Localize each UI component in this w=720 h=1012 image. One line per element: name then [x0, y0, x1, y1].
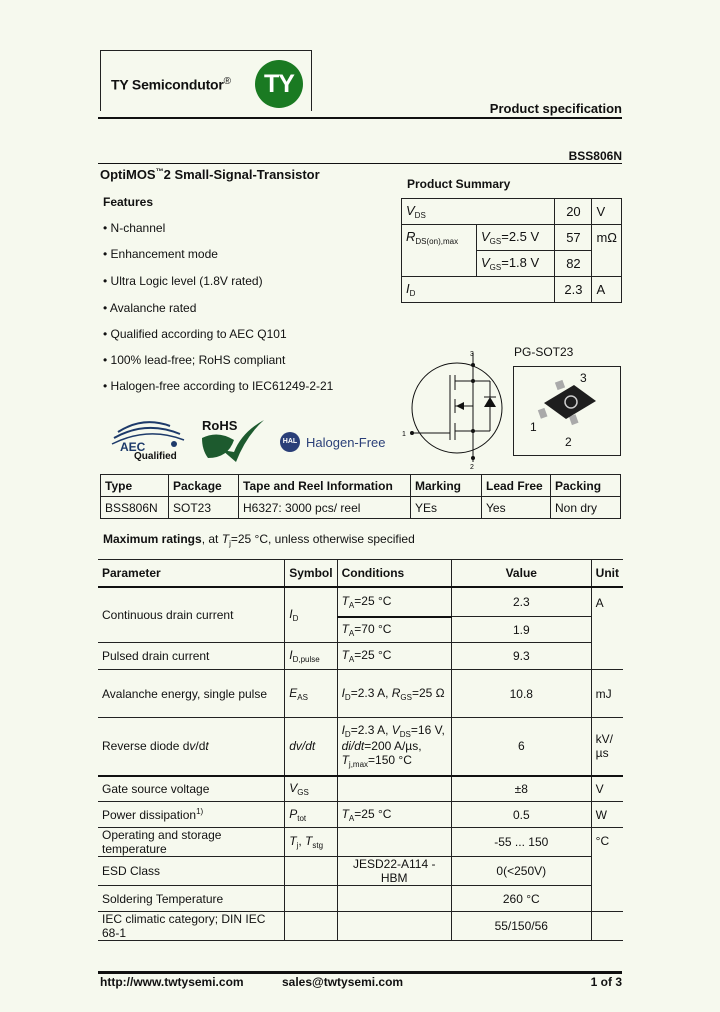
features-heading: Features	[103, 195, 154, 209]
text-fragment: j	[229, 539, 231, 548]
vds-unit: V	[592, 199, 622, 225]
cell-marking: YEs	[411, 497, 482, 519]
text-fragment: DS(on),max	[415, 237, 459, 246]
text-fragment: JESD22-A114 -HBM	[352, 857, 436, 885]
col-header-unit: Unit	[591, 560, 623, 587]
text-fragment: =25 °C, unless otherwise specified	[230, 532, 415, 546]
cell-symbol	[285, 886, 337, 912]
text-fragment: =1.8 V	[501, 255, 540, 270]
product-summary-table	[401, 198, 622, 303]
cell-value: -55 ... 150	[451, 828, 591, 857]
cell-symbol	[285, 857, 337, 886]
cell-type: BSS806N	[101, 497, 169, 519]
text-fragment: I	[341, 685, 345, 700]
text-fragment: I	[341, 723, 345, 738]
text-fragment: I	[406, 281, 410, 296]
cell-symbol	[285, 718, 337, 776]
table-row	[98, 776, 623, 802]
text-fragment: ,	[298, 834, 306, 848]
text-fragment: =2.3 A,	[350, 723, 392, 738]
text-fragment: T	[341, 621, 349, 636]
text-fragment: DS	[399, 730, 411, 740]
cell-conditions	[337, 776, 451, 802]
text-fragment: T	[341, 648, 349, 662]
col-header-parameter: Parameter	[98, 560, 285, 587]
cell-value: 260 °C	[451, 886, 591, 912]
rds-unit: mΩ	[592, 225, 622, 277]
rohs-text: RoHS	[202, 418, 238, 433]
id-symbol	[402, 277, 555, 303]
text-fragment: V	[481, 229, 490, 244]
cell-parameter	[98, 857, 285, 886]
text-fragment: R	[391, 685, 401, 700]
cell-conditions	[337, 670, 451, 718]
text-fragment: =25 °C	[354, 593, 392, 608]
text-fragment: T	[221, 532, 230, 546]
page-title: OptiMOS™2 Small-Signal-Transistor	[100, 167, 320, 182]
hal-logo: HAL	[280, 432, 300, 452]
part-number: BSS806N	[568, 149, 622, 163]
cell-value: 0(<250V)	[451, 857, 591, 886]
cell-symbol	[285, 802, 337, 828]
text-fragment: T	[341, 753, 349, 768]
cell-conditions	[337, 828, 451, 857]
cell-parameter	[98, 587, 285, 643]
text-fragment: AS	[297, 692, 308, 702]
text-fragment: V	[406, 203, 415, 218]
feature-item: • Avalanche rated	[103, 301, 197, 315]
cell-parameter	[98, 886, 285, 912]
text-fragment: I	[289, 648, 293, 662]
cell-symbol	[285, 670, 337, 718]
max-ratings-caption	[103, 532, 415, 548]
aec-sub-text: Qualified	[134, 451, 177, 462]
cell-value: 6	[451, 718, 591, 776]
cell-value: 10.8	[451, 670, 591, 718]
cell-conditions	[337, 886, 451, 912]
cell-parameter	[98, 912, 285, 941]
col-header-conditions: Conditions	[337, 560, 451, 587]
text-fragment: t	[205, 739, 209, 754]
text-fragment: A	[348, 813, 355, 823]
package-pin3: 3	[580, 371, 587, 385]
text-fragment: Operating and storage temperature	[102, 828, 222, 856]
company-logo-mark: TY	[255, 60, 303, 108]
company-logo-box	[100, 50, 312, 111]
cell-conditions	[337, 857, 451, 886]
text-fragment: dv/dt	[289, 739, 316, 754]
text-fragment: v	[189, 739, 196, 754]
table-row	[98, 670, 623, 718]
page-number: 1 of 3	[590, 975, 622, 989]
cell-unit: W	[591, 802, 623, 828]
ordering-header-row	[101, 475, 621, 497]
cell-conditions	[337, 912, 451, 941]
pin1-label: 1	[402, 431, 406, 438]
text-fragment: D	[292, 613, 299, 623]
text-fragment: ESD Class	[102, 864, 161, 878]
vds-value: 20	[555, 199, 592, 225]
text-fragment: A	[348, 655, 355, 664]
col-header: Package	[169, 475, 239, 497]
text-fragment: GS	[400, 692, 412, 702]
rds-value: 82	[555, 251, 592, 277]
text-fragment: V	[481, 255, 490, 270]
text-fragment: Continuous drain current	[102, 607, 234, 622]
table-header-row	[98, 560, 623, 587]
text-fragment: D	[409, 289, 416, 298]
rds-symbol	[402, 225, 477, 277]
col-header: Type	[101, 475, 169, 497]
cell-unit: °C	[591, 828, 623, 912]
feature-item: • Ultra Logic level (1.8V rated)	[103, 274, 263, 288]
text-fragment: =150 °C	[368, 753, 412, 768]
id-value: 2.3	[555, 277, 592, 303]
text-fragment: , at	[201, 532, 222, 546]
pin2-label: 2	[470, 464, 474, 470]
cell-value: ±8	[451, 776, 591, 802]
cell-symbol	[285, 776, 337, 802]
feature-item: • N-channel	[103, 221, 166, 235]
text-fragment: =2.3 A,	[350, 685, 392, 700]
text-fragment: 1)	[196, 807, 204, 816]
cell-parameter	[98, 802, 285, 828]
cell-conditions	[337, 718, 451, 776]
mosfet-circuit-icon	[400, 345, 510, 470]
text-fragment: j	[296, 841, 299, 850]
text-fragment: GS	[489, 263, 502, 272]
ordering-row	[101, 497, 621, 519]
cell-parameter	[98, 718, 285, 776]
text-fragment: D,pulse	[292, 655, 320, 664]
text-fragment: V	[289, 780, 298, 795]
table-row	[98, 643, 623, 670]
text-fragment: Avalanche energy, single pulse	[102, 686, 267, 701]
text-fragment: =25 °C	[354, 806, 392, 821]
text-fragment: =200 A/µs,	[364, 739, 422, 754]
table-row	[98, 857, 623, 886]
cell-package: SOT23	[169, 497, 239, 519]
cell-parameter	[98, 828, 285, 857]
text-fragment: tot	[297, 813, 307, 823]
text-fragment: R	[406, 229, 416, 244]
text-fragment: GS	[489, 237, 502, 246]
footer-email-link[interactable]: sales@twtysemi.com	[282, 975, 404, 989]
table-row	[98, 587, 623, 617]
text-fragment: I	[289, 606, 293, 621]
text-fragment: Pulsed drain current	[102, 649, 210, 663]
cell-value: 55/150/56	[451, 912, 591, 941]
text-fragment: E	[289, 685, 298, 700]
feature-item: • Halogen-free according to IEC61249-2-21	[103, 379, 334, 393]
table-row	[98, 828, 623, 857]
rds-value: 57	[555, 225, 592, 251]
rds-cond	[477, 251, 555, 277]
text-fragment: D	[344, 692, 351, 702]
text-fragment: Power dissipation	[102, 808, 197, 822]
divider	[98, 117, 622, 119]
text-fragment: =25 °C	[354, 648, 392, 662]
package-image	[513, 366, 621, 456]
text-fragment: =25 Ω	[411, 685, 445, 700]
cell-value: 1.9	[451, 617, 591, 643]
text-fragment: =70 °C	[354, 621, 392, 636]
cell-parameter	[98, 776, 285, 802]
text-fragment: stg	[312, 841, 324, 850]
col-header: Packing	[551, 475, 621, 497]
text-fragment: T	[341, 593, 349, 608]
package-pin2: 2	[565, 435, 572, 449]
package-label: PG-SOT23	[514, 345, 574, 359]
text-fragment: A	[348, 628, 355, 638]
text-fragment: =16 V,	[410, 723, 445, 738]
product-summary-heading: Product Summary	[407, 177, 511, 191]
feature-item: • Qualified according to AEC Q101	[103, 327, 287, 341]
cell-lead-free: Yes	[482, 497, 551, 519]
cell-packing: Non dry	[551, 497, 621, 519]
rds-cond	[477, 225, 555, 251]
company-name: TY Semicondutor®	[111, 76, 231, 93]
text-fragment: P	[289, 806, 298, 821]
ordering-table	[100, 474, 621, 519]
text-fragment: Gate source voltage	[102, 781, 210, 796]
text-fragment: Soldering Temperature	[102, 891, 224, 906]
table-row	[98, 912, 623, 941]
cell-symbol	[285, 912, 337, 941]
text-fragment: Reverse diode d	[102, 739, 190, 754]
text-fragment: A	[348, 600, 355, 610]
feature-item: • Enhancement mode	[103, 247, 218, 261]
package-pin1: 1	[530, 420, 537, 434]
col-header-value: Value	[451, 560, 591, 587]
cell-unit: V	[591, 776, 623, 802]
cell-value: 2.3	[451, 587, 591, 617]
cell-tape-reel: H6327: 3000 pcs/ reel	[239, 497, 411, 519]
col-header: Lead Free	[482, 475, 551, 497]
table-row	[98, 718, 623, 776]
table-row	[98, 886, 623, 912]
cell-unit	[591, 912, 623, 941]
text-fragment: V	[391, 723, 400, 738]
text-fragment: Maximum ratings	[103, 532, 202, 546]
footer-divider	[98, 971, 622, 974]
feature-item: • 100% lead-free; RoHS compliant	[103, 353, 286, 367]
text-fragment: DS	[414, 211, 426, 220]
text-fragment: GS	[297, 787, 309, 797]
halogen-free-text: Halogen-Free	[306, 435, 386, 450]
cell-unit: mJ	[591, 670, 623, 718]
cell-symbol	[285, 643, 337, 670]
text-fragment: di/dt	[341, 739, 365, 754]
col-header: Tape and Reel Information	[239, 475, 411, 497]
cell-unit: A	[591, 587, 623, 670]
text-fragment: j,max	[348, 760, 369, 770]
cell-conditions	[337, 617, 451, 643]
doc-type: Product specification	[489, 101, 622, 116]
max-ratings-table	[98, 559, 623, 941]
aec-text: AEC	[120, 440, 146, 454]
cell-conditions	[337, 802, 451, 828]
text-fragment: IEC climatic category; DIN IEC 68-1	[102, 912, 266, 940]
text-fragment: /d	[195, 739, 206, 754]
cell-conditions	[337, 643, 451, 670]
text-fragment: T	[341, 806, 349, 821]
cell-conditions	[337, 587, 451, 617]
cell-parameter	[98, 643, 285, 670]
text-fragment: D	[344, 730, 351, 740]
cell-symbol	[285, 587, 337, 643]
vds-symbol	[402, 199, 555, 225]
text-fragment: =2.5 V	[501, 229, 540, 244]
divider	[98, 163, 622, 164]
cell-value: 0.5	[451, 802, 591, 828]
cell-value: 9.3	[451, 643, 591, 670]
text-fragment: T	[289, 834, 297, 848]
cell-unit: kV/µs	[591, 718, 623, 776]
footer-website-link[interactable]: http://www.twtysemi.com	[100, 975, 244, 989]
pin3-label: 3	[470, 351, 474, 358]
cell-symbol	[285, 828, 337, 857]
id-unit: A	[592, 277, 622, 303]
col-header: Marking	[411, 475, 482, 497]
table-row	[98, 802, 623, 828]
col-header-symbol: Symbol	[285, 560, 337, 587]
cell-parameter	[98, 670, 285, 718]
text-fragment: T	[305, 834, 313, 848]
